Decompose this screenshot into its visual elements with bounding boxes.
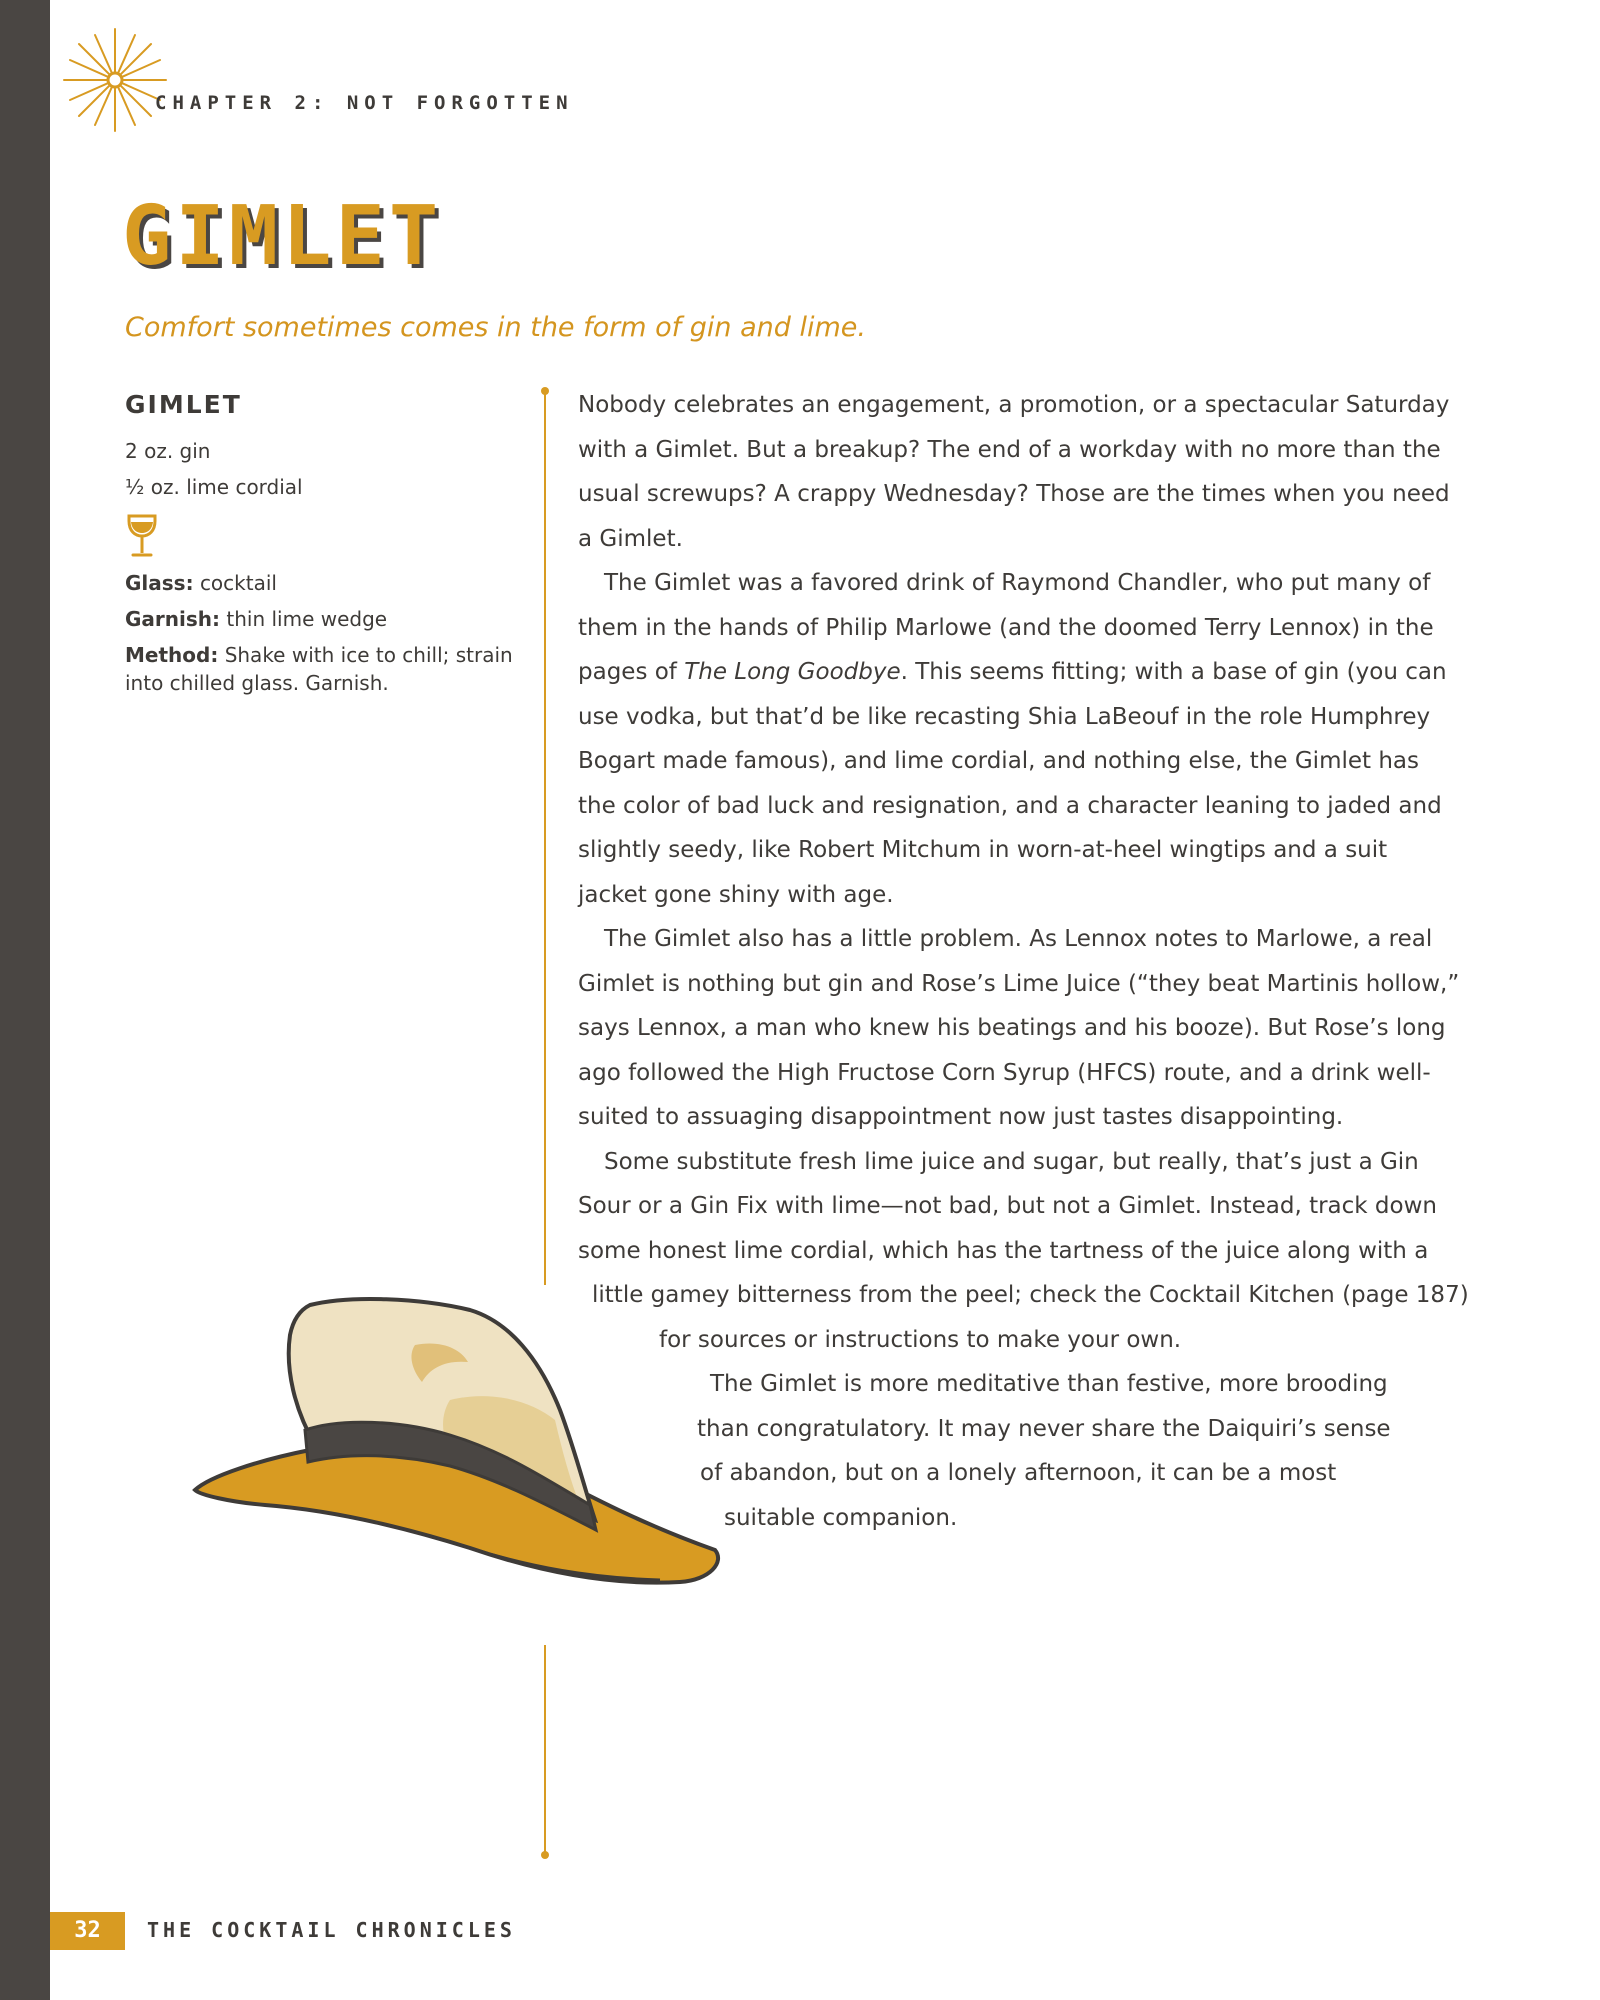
chapter-heading: CHAPTER 2: NOT FORGOTTEN (155, 92, 574, 114)
recipe-card (125, 390, 525, 705)
body-line: says Lennox, a man who knew his beatings and his booze). But Rose’s long (578, 1015, 1446, 1041)
body-line: ago followed the High Fructose Corn Syrup (HFCS) route, and a drink well- (578, 1059, 1431, 1086)
starburst-icon (60, 25, 170, 135)
body-line: usual screwups? A crappy Wednesday? Those are the times when you need (578, 481, 1450, 507)
body-line: with a Gimlet. But a breakup? The end of a workday with no more than the (578, 436, 1441, 463)
body-line: Bogart made famous), and lime cordial, and nothing else, the Gimlet has (578, 748, 1420, 774)
ingredient-gin: 2 oz. gin (125, 439, 211, 463)
cocktail-glass-icon (125, 513, 159, 559)
garnish-label: Garnish: (125, 607, 221, 631)
glass-label: Glass: (125, 571, 194, 595)
body-line: them in the hands of Philip Marlowe (and the doomed Terry Lennox) in the (578, 614, 1434, 641)
body-line: suited to assuaging disappointment now just tastes disappointing. (578, 1104, 1344, 1130)
fedora-hat-illustration (190, 1290, 730, 1590)
body-text-run: pages of (578, 659, 685, 685)
method-value: Shake with ice to chill; strain into chilled glass. Garnish. (125, 643, 513, 695)
page-spine-bar (0, 0, 50, 2000)
body-line: little gamey bitterness from the peel; check the Cocktail Kitchen (page 187) (592, 1282, 1469, 1308)
book-title-italic: The Long Goodbye (684, 659, 901, 685)
method-spec (125, 641, 525, 697)
recipe-name: GIMLET (125, 390, 242, 419)
glass-value: cocktail (199, 571, 277, 595)
running-footer-title: THE COCKTAIL CHRONICLES (147, 1918, 516, 1942)
body-line: The Gimlet was a favored drink of Raymond Chandler, who put many of (604, 570, 1431, 596)
body-line: slightly seedy, like Robert Mitchum in worn-at-heel wingtips and a suit (578, 837, 1388, 863)
body-line: The Gimlet also has a little problem. As Lennox notes to Marlowe, a real (604, 926, 1433, 952)
body-line: Gimlet is nothing but gin and Rose’s Lime Juice (“they beat Martinis hollow,” (578, 970, 1460, 997)
garnish-value: thin lime wedge (226, 607, 388, 631)
body-line: of abandon, but on a lonely afternoon, it can be a most (700, 1460, 1337, 1486)
ingredient-lime-cordial: ½ oz. lime cordial (125, 475, 303, 499)
body-line: the color of bad luck and resignation, and a character leaning to jaded and (578, 792, 1442, 819)
column-divider-upper (544, 392, 546, 1285)
body-line: a Gimlet. (578, 525, 683, 552)
page-number: 32 (50, 1912, 125, 1950)
body-line: Nobody celebrates an engagement, a promotion, or a spectacular Saturday (578, 392, 1450, 418)
body-line (578, 650, 1468, 695)
body-line: Sour or a Gin Fix with lime—not bad, but not a Gimlet. Instead, track down (578, 1193, 1437, 1219)
garnish-spec (125, 605, 525, 633)
column-divider-lower (544, 1645, 546, 1855)
body-text-run: . This seems fitting; with a base of gin (you can (900, 659, 1447, 685)
body-line: for sources or instructions to make your own. (659, 1326, 1182, 1353)
body-line: some honest lime cordial, which has the tartness of the juice along with a (578, 1237, 1429, 1264)
body-line: use vodka, but that’d be like recasting Shia LaBeouf in the role Humphrey (578, 703, 1431, 730)
body-line: jacket gone shiny with age. (578, 881, 894, 908)
page-title: GIMLET (122, 189, 443, 284)
method-label: Method: (125, 643, 219, 667)
body-line: Some substitute fresh lime juice and sugar, but really, that’s just a Gin (604, 1148, 1419, 1175)
body-line: than congratulatory. It may never share the Daiquiri’s sense (697, 1415, 1391, 1442)
body-line: The Gimlet is more meditative than festive, more brooding (710, 1371, 1388, 1397)
tagline: Comfort sometimes comes in the form of gin and lime. (125, 312, 866, 343)
glass-spec (125, 569, 525, 597)
divider-dot-bottom (541, 1851, 549, 1859)
body-line: suitable companion. (724, 1504, 958, 1531)
